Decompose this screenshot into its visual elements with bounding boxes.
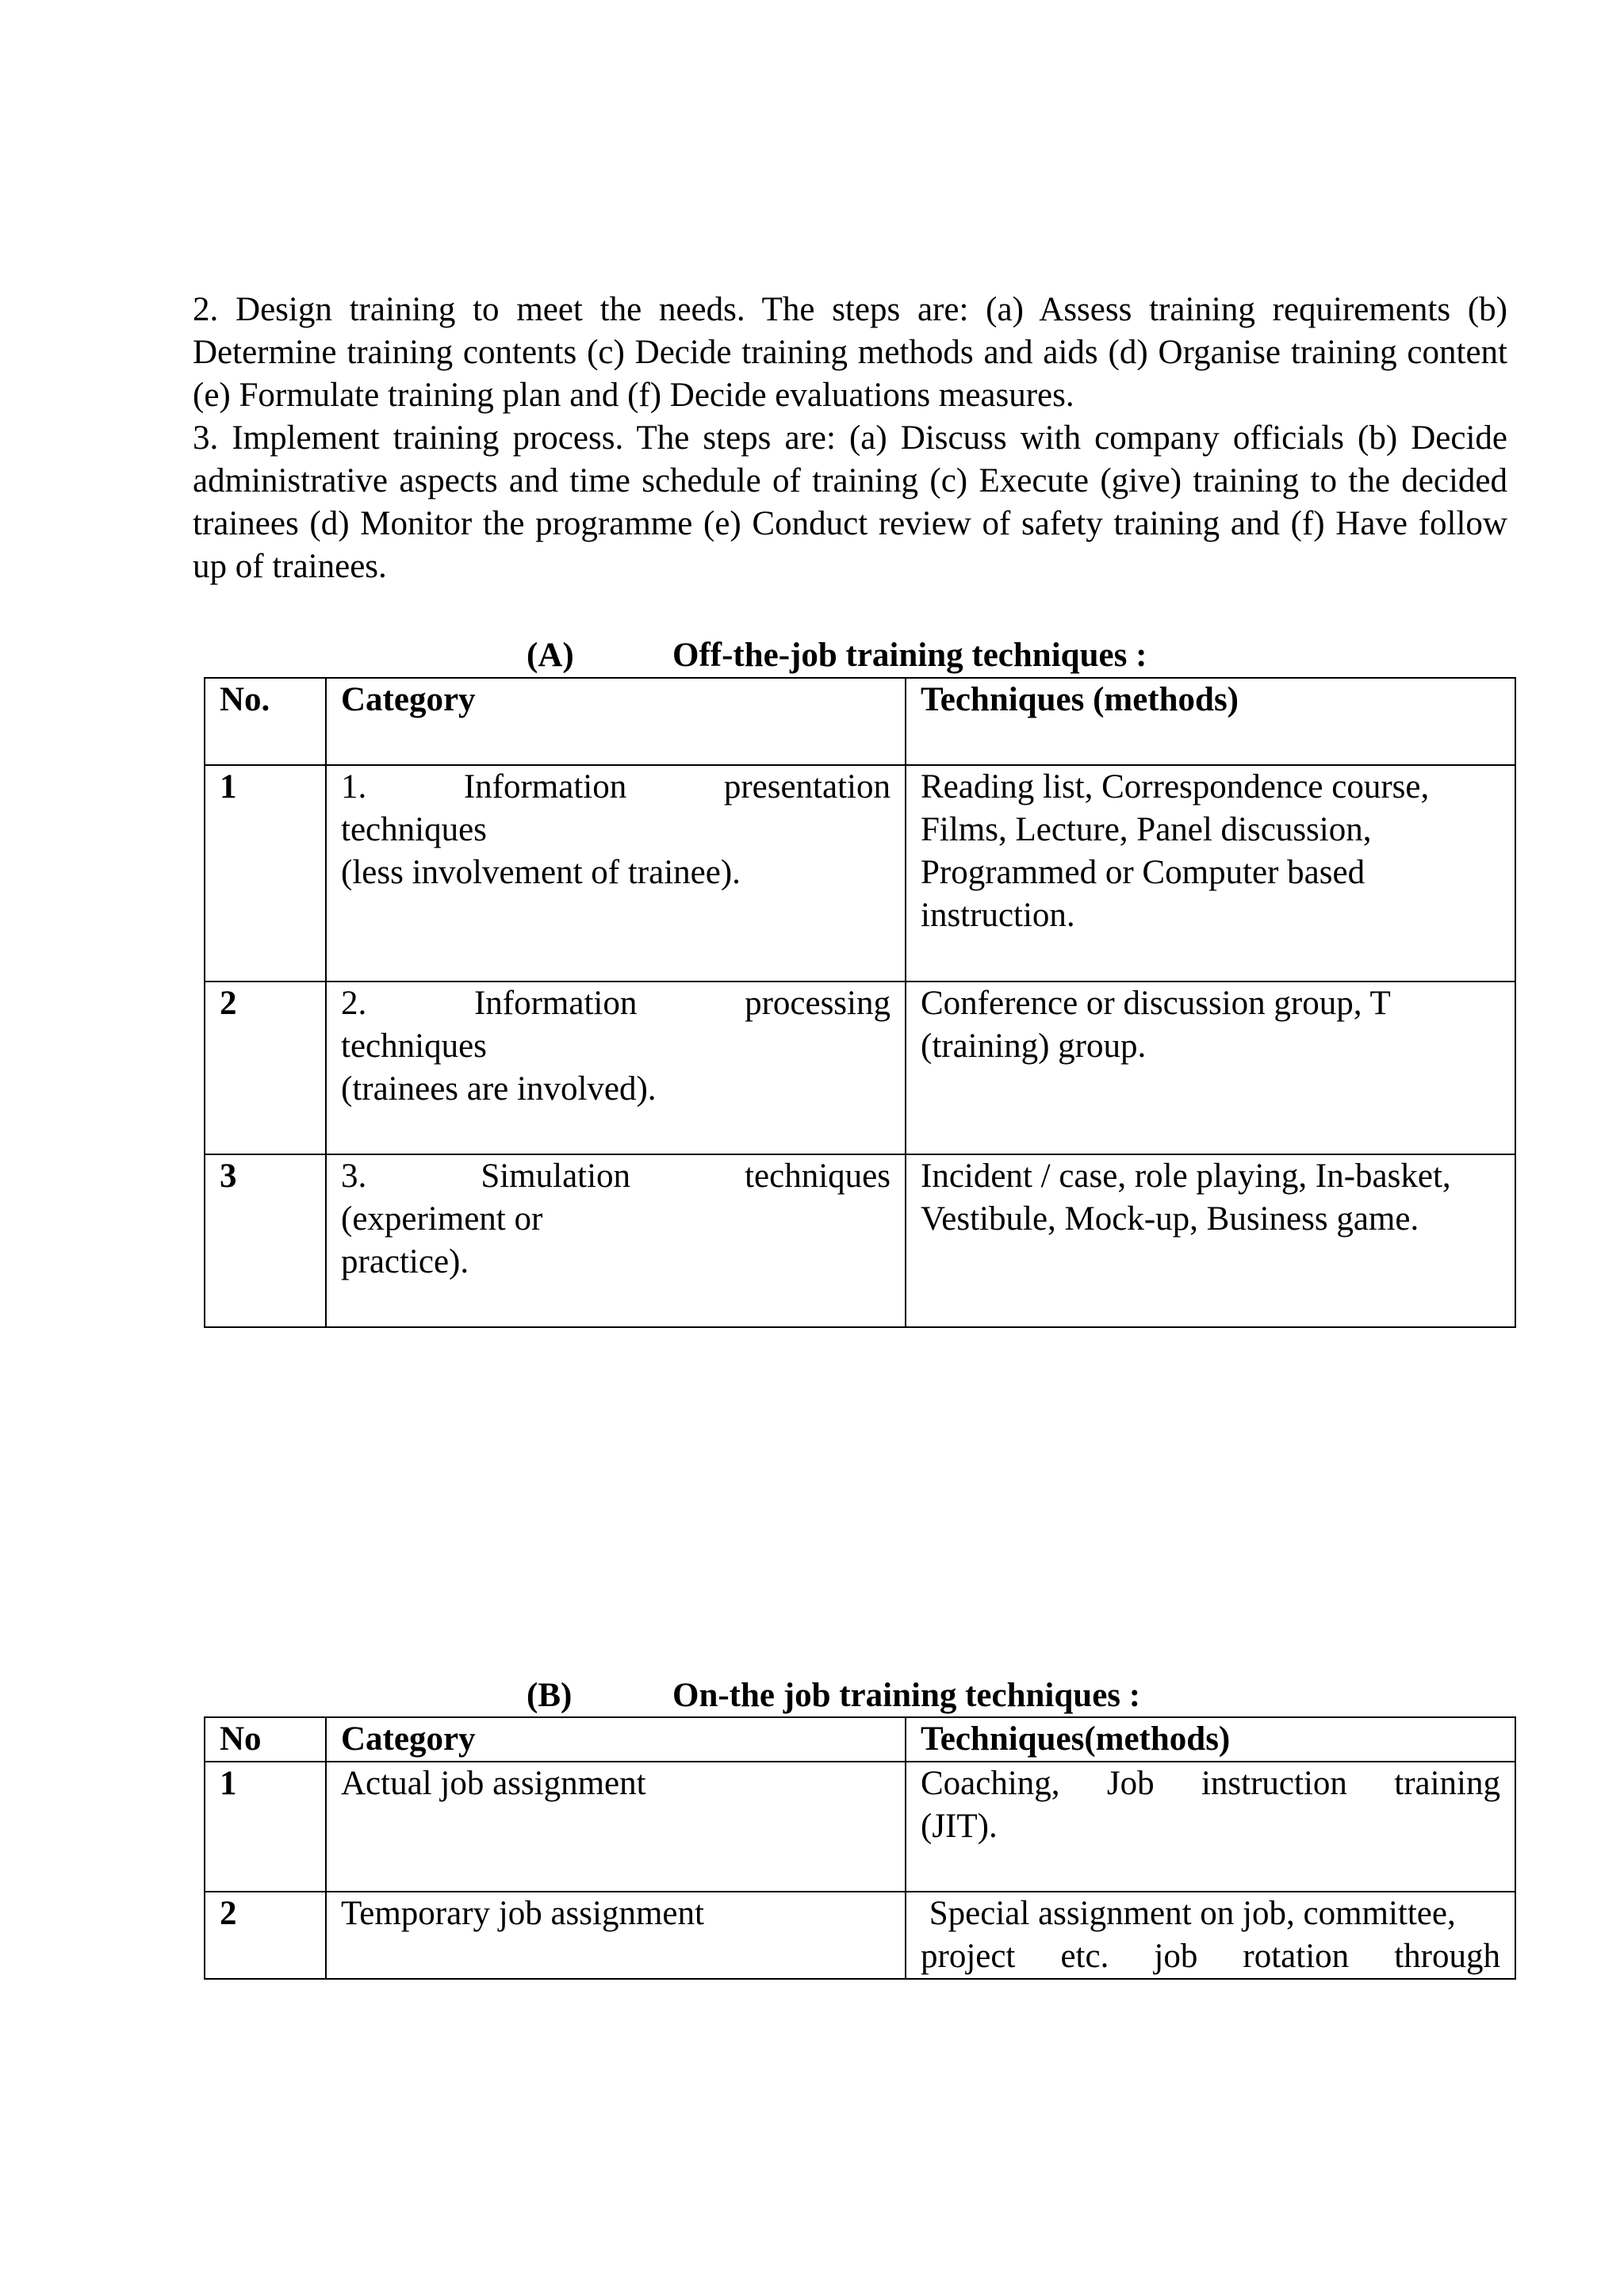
category-line: techniques [341, 1027, 487, 1065]
table-b-caption [0, 1674, 1624, 1717]
table-row [205, 765, 1515, 982]
table-row [205, 1892, 1515, 1979]
header-no: No. [205, 678, 326, 765]
row-number: 3 [205, 1154, 326, 1327]
category-line: practice). [341, 1243, 469, 1280]
header-no: No [205, 1717, 326, 1762]
techniques-line: Programmed or Computer based [921, 854, 1365, 891]
techniques-line: (training) group. [921, 1027, 1147, 1065]
header-category: Category [326, 678, 906, 765]
category-cell: Actual job assignment [326, 1762, 906, 1892]
table-header-row [205, 1717, 1515, 1762]
table-row [205, 1762, 1515, 1892]
table-row [205, 1154, 1515, 1327]
category-line: techniques [341, 811, 487, 848]
category-line: (less involvement of trainee). [341, 854, 741, 891]
table-a-caption-label: (A) [527, 637, 574, 674]
table-b-caption-label: (B) [527, 1677, 573, 1714]
table-a-caption-text: Off-the-job training techniques : [672, 637, 1147, 674]
category-line: (trainees are involved). [341, 1070, 657, 1108]
techniques-line: (JIT). [921, 1808, 998, 1845]
techniques-line: Vestibule, Mock-up, Business game. [921, 1200, 1419, 1238]
category-cell [326, 1154, 906, 1327]
table-row [205, 982, 1515, 1154]
off-the-job-techniques-table [204, 677, 1516, 1328]
row-number: 1 [205, 1762, 326, 1892]
header-techniques: Techniques(methods) [906, 1717, 1515, 1762]
techniques-line: project etc. job rotation through [921, 1938, 1500, 1975]
techniques-cell [906, 1154, 1515, 1327]
header-category: Category [326, 1717, 906, 1762]
on-the-job-techniques-table [204, 1716, 1516, 1980]
techniques-cell [906, 982, 1515, 1154]
row-number: 2 [205, 1892, 326, 1979]
category-line: 1. Information presentation [341, 768, 891, 806]
category-line: (experiment or [341, 1200, 543, 1238]
techniques-line: Conference or discussion group, T [921, 985, 1391, 1022]
table-a-caption [0, 634, 1624, 677]
techniques-line: instruction. [921, 897, 1075, 934]
category-cell: Temporary job assignment [326, 1892, 906, 1979]
table-b-caption-text: On-the job training techniques : [672, 1677, 1141, 1714]
category-line: 2. Information processing [341, 985, 891, 1022]
table-header-row [205, 678, 1515, 765]
techniques-line: Incident / case, role playing, In-basket, [921, 1158, 1451, 1195]
techniques-cell [906, 1762, 1515, 1892]
header-techniques: Techniques (methods) [906, 678, 1515, 765]
category-cell [326, 765, 906, 982]
techniques-line: Reading list, Correspondence course, [921, 768, 1430, 806]
row-number: 1 [205, 765, 326, 982]
paragraph-design-training: 2. Design training to meet the needs. The steps are: (a) Assess training requirements (b) Determine training contents (c) Decide training methods and aids (d) Organise training content (e) Formulate training plan and (f) Decide evaluations measures. [193, 291, 1507, 414]
techniques-line: Coaching, Job instruction training [921, 1765, 1500, 1802]
category-line: 3. Simulation techniques [341, 1158, 891, 1195]
paragraph-implement-training: 3. Implement training process. The steps are: (a) Discuss with company officials (b) Decide administrative aspects and time schedule of training (c) Execute (give) training to the decided trainees (d) Monitor the programme (e) Conduct review of safety training and (f) Have follow up of trainees. [193, 419, 1507, 585]
techniques-cell [906, 1892, 1515, 1979]
techniques-cell [906, 765, 1515, 982]
techniques-line: Films, Lecture, Panel discussion, [921, 811, 1372, 848]
category-cell [326, 982, 906, 1154]
techniques-line: Special assignment on job, committee, [921, 1895, 1456, 1932]
row-number: 2 [205, 982, 326, 1154]
